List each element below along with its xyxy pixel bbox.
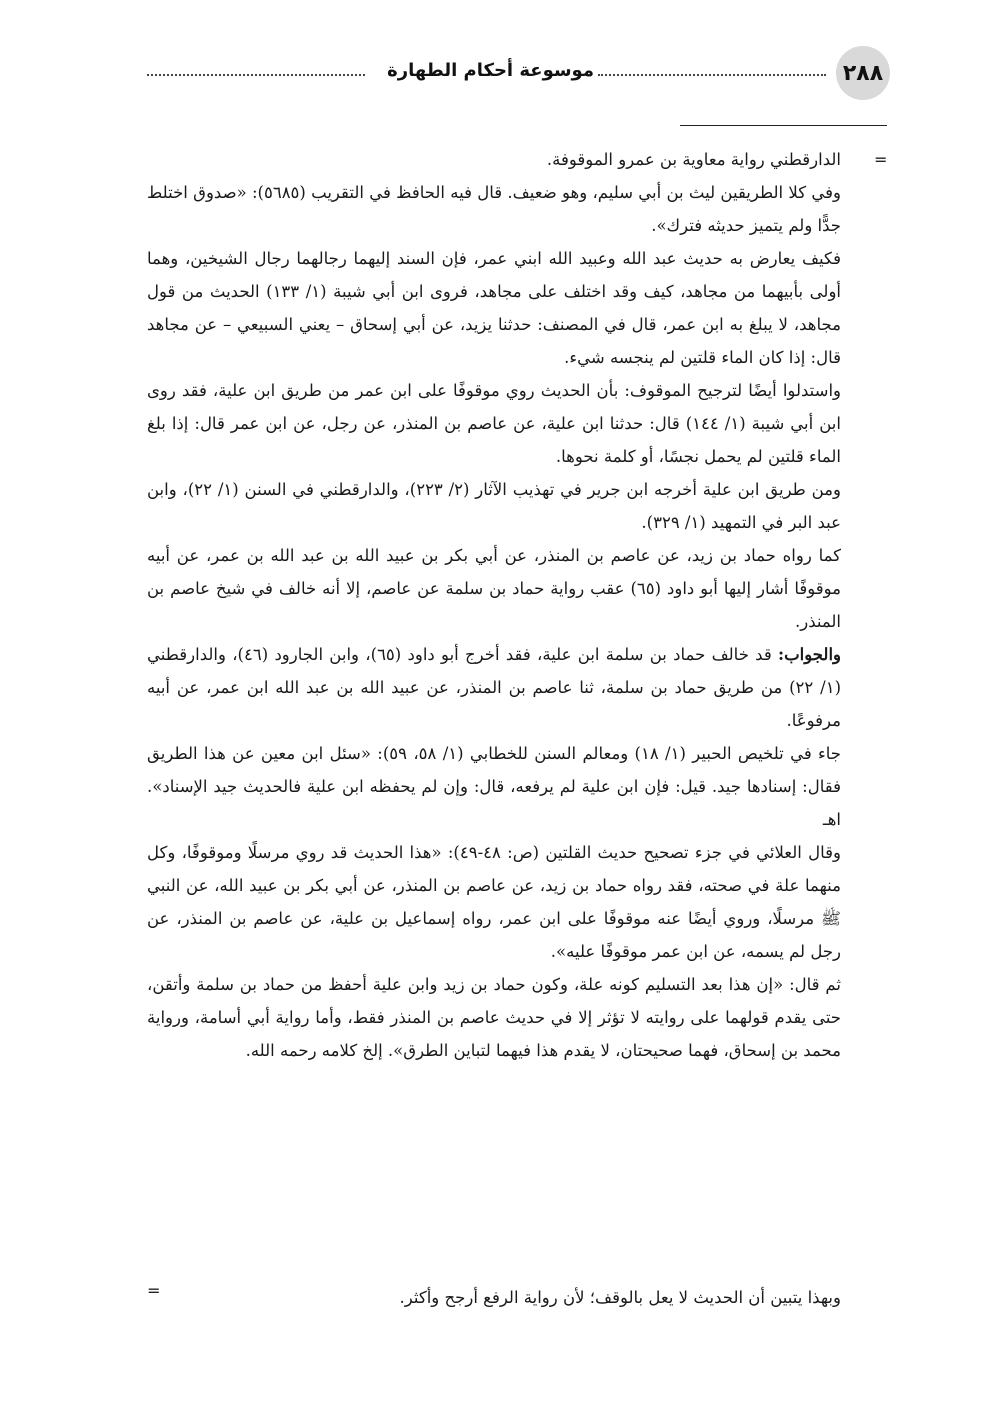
paragraph: جاء في تلخيص الحبير (١/ ١٨) ومعالم السنن للخطابي (١/ ٥٨، ٥٩): «سئل ابن معين عن هذا الطريق فقال: إسنادها جيد. قيل: فإن ابن علية لم يرفعه، قال: وإن لم يحفظه ابن علية فالحديث جيد الإسناد». اهـ <box>147 744 842 829</box>
concluding-line: وبهذا يتبين أن الحديث لا يعل بالوقف؛ لأن رواية الرفع أرجح وأكثر. <box>399 1288 841 1307</box>
paragraph: وقال العلائي في جزء تصحيح حديث القلتين (ص: ٤٨-٤٩): «هذا الحديث قد روي مرسلًا وموقوفًا، وكل منهما علة في صحته، فقد رواه حماد بن زيد، عن عاصم بن المنذر، عن أبي بكر بن عبيد الله، عن النبي ﷺ مرسلًا، وروي أيضًا عنه موقوفًا على ابن عمر، رواه إسماعيل بن علية، عن عاصم بن المنذر، عن رجل لم يسمه، عن ابن عمر موقوفًا عليه». <box>147 843 841 961</box>
header-dotted-rule-left <box>147 74 365 76</box>
paragraph: ومن طريق ابن علية أخرجه ابن جرير في تهذيب الآثار (٢/ ٢٢٣)، والدارقطني في السنن (١/ ٢٢)، وابن عبد البر في التمهيد (١/ ٣٢٩). <box>147 480 841 532</box>
running-header-title: موسوعة أحكام الطهارة <box>387 60 594 81</box>
answer-text: قد خالف حماد بن سلمة ابن علية، فقد أخرج أبو داود (٦٥)، وابن الجارود (٤٦)، والدارقطني (١/ ٢٢) من طريق حماد بن سلمة، ثنا عاصم بن المنذر، عن عبيد الله بن عبد الله ابن عمر، عن أبيه مرفوعًا. <box>147 645 841 730</box>
paragraph: فكيف يعارض به حديث عبد الله وعبيد الله ابني عمر، فإن السند إليهما رجالهما رجال الشيخين، وهما أولى بأبيهما من مجاهد، كيف وقد اختلف على مجاهد، فروى ابن أبي شيبة (١/ ١٣٣) الحديث من قول مجاهد، لا يبلغ به ابن عمر، قال في المصنف: حدثنا يزيد، عن أبي إسحاق – يعني السبيعي – عن مجاهد قال: إذا كان الماء قلتين لم ينجسه شيء. <box>147 249 842 367</box>
answer-label: والجواب: <box>778 645 842 664</box>
footnote-separator <box>680 125 887 126</box>
answer-paragraph <box>147 638 841 737</box>
continuation-mark-bottom: = <box>147 1281 161 1300</box>
paragraph: واستدلوا أيضًا لترجيح الموقوف: بأن الحديث روي موقوفًا على ابن عمر من طريق ابن علية، فقد روى ابن أبي شيبة (١/ ١٤٤) قال: حدثنا ابن علية، عن عاصم بن المنذر، عن رجل، عن ابن عمر قال: إذا بلغ الماء قلتين لم يحمل نجسًا، أو كلمة نحوها. <box>147 381 841 466</box>
header-dotted-rule-right <box>598 74 826 76</box>
paragraph: الدارقطني رواية معاوية بن عمرو الموقوفة. <box>546 150 841 169</box>
footnote-body <box>147 143 841 1067</box>
paragraph: كما رواه حماد بن زيد، عن عاصم بن المنذر، عن أبي بكر بن عبيد الله بن عبد الله بن عمر، عن أبيه موقوفًا أشار إليها أبو داود (٦٥) عقب رواية حماد بن سلمة عن عاصم، إلا أنه خالف في شيخ عاصم بن المنذر. <box>147 546 842 631</box>
page-number: ٢٨٨ <box>836 46 890 100</box>
continuation-mark-top: = <box>874 150 888 169</box>
paragraph: ثم قال: «إن هذا بعد التسليم كونه علة، وكون حماد بن زيد وابن علية أحفظ من حماد بن سلمة وأتقن، حتى يقدم قولهما على روايته لا تؤثر إلا في حديث عاصم بن المنذر فقط، وأما رواية أبي أسامة، ورواية محمد بن إسحاق، فهما صحيحتان، لا يقدم هذا فيهما لتباين الطرق». إلخ كلامه رحمه الله. <box>147 975 841 1060</box>
paragraph: وفي كلا الطريقين ليث بن أبي سليم، وهو ضعيف. قال فيه الحافظ في التقريب (٥٦٨٥): «صدوق اختلط جدًّا ولم يتميز حديثه فترك». <box>147 183 841 235</box>
